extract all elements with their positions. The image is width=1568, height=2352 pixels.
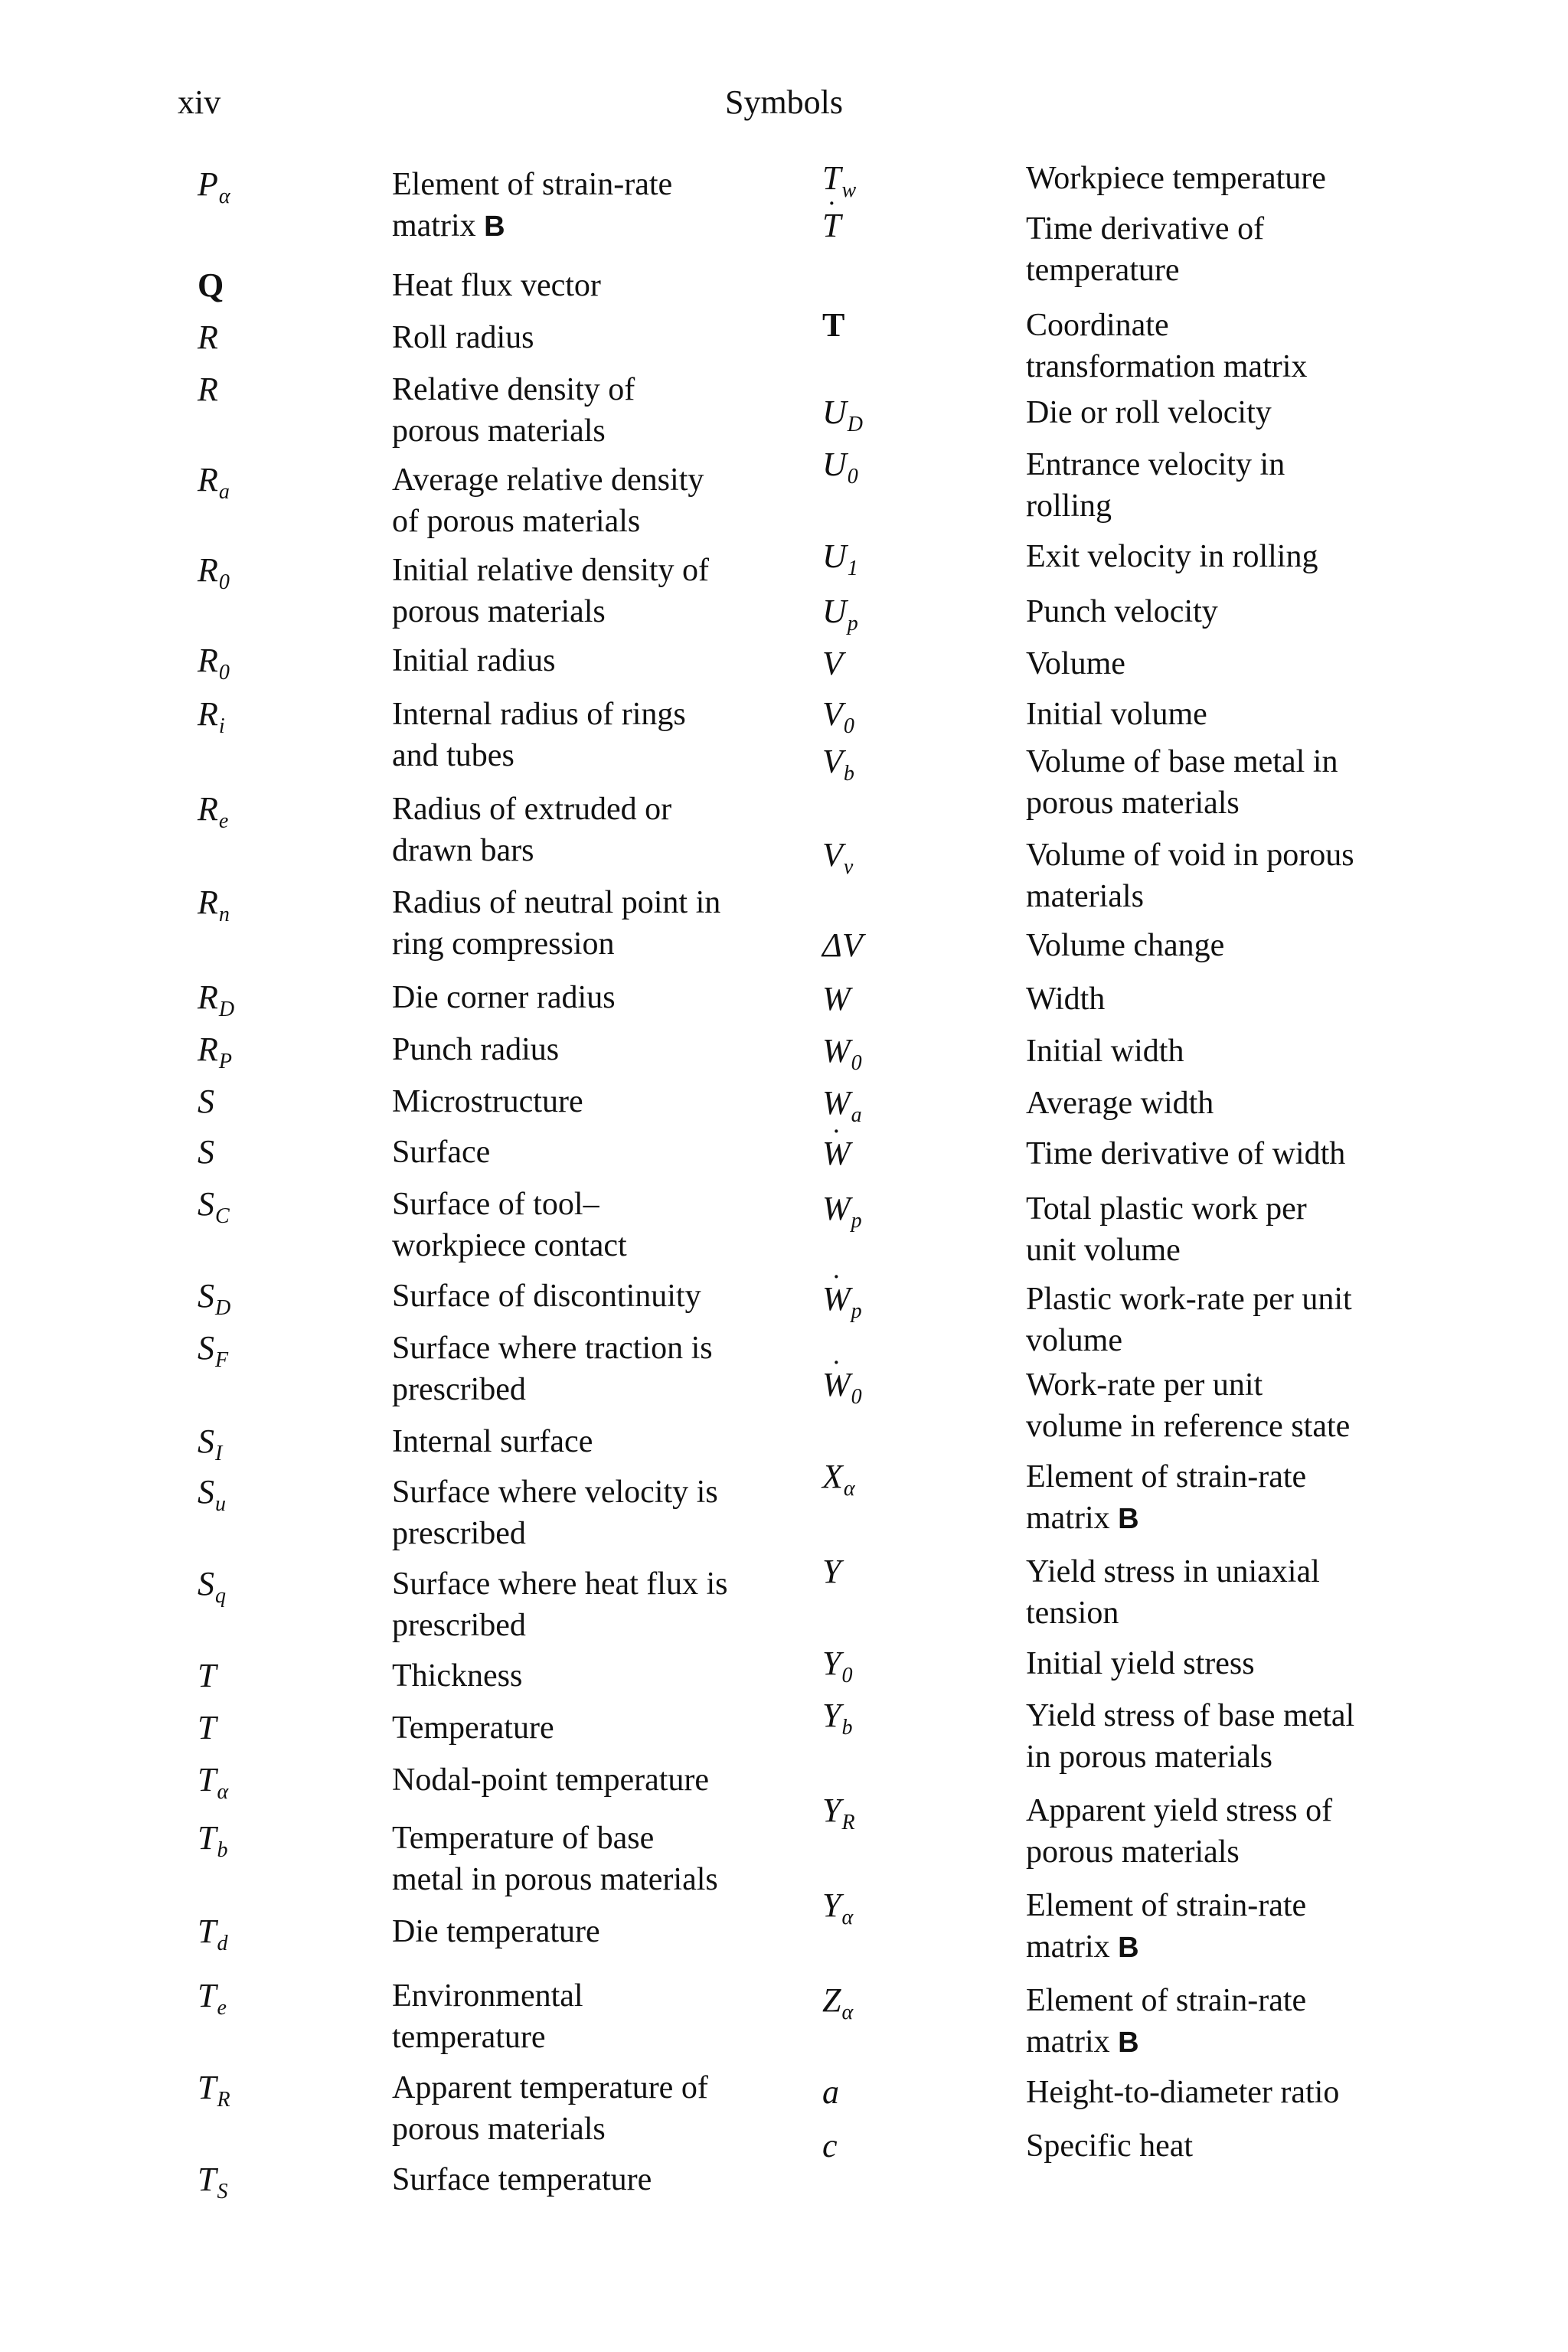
symbol-base: R [198, 884, 218, 921]
symbol [822, 1083, 862, 1136]
description-line: porous materials [1026, 1834, 1240, 1870]
symbol-subscript: D [847, 413, 864, 436]
running-head: Symbols [724, 83, 844, 121]
description-line: matrix B [1026, 1501, 1139, 1536]
description-line: porous materials [392, 413, 606, 449]
symbol-base: T [198, 2069, 217, 2106]
symbol [822, 1031, 862, 1084]
symbol-description [392, 1759, 709, 1801]
description-line: porous materials [392, 2112, 606, 2147]
symbol [822, 1790, 855, 1844]
symbol [822, 1885, 853, 1939]
symbol-description [392, 1563, 727, 1646]
symbol-base: Z [822, 1981, 841, 2019]
description-line: Roll radius [392, 320, 534, 355]
symbol-base: ˙ W [822, 1133, 851, 1174]
description-line: ring compression [392, 926, 615, 962]
symbol [198, 1328, 228, 1381]
symbol [198, 1563, 226, 1617]
symbol-base: Y [822, 1553, 841, 1590]
symbol [198, 1132, 214, 1173]
symbol-base: R [198, 371, 218, 408]
description-line: materials [1026, 879, 1144, 914]
description-line: Internal radius of rings [392, 697, 686, 732]
symbol-subscript: v [843, 855, 854, 879]
description-line: Height-to-diameter ratio [1026, 2075, 1340, 2110]
description-line: Radius of extruded or [392, 792, 672, 827]
symbol-description [392, 882, 720, 965]
description-line: Initial yield stress [1026, 1646, 1255, 1681]
description-line: Initial radius [392, 643, 556, 678]
symbol-base: V [822, 645, 843, 682]
symbol-base: W [822, 1032, 851, 1070]
description-line: Apparent yield stress of [1026, 1793, 1333, 1828]
symbol-base: S [198, 1277, 214, 1315]
symbol [822, 1695, 852, 1749]
description-line: Element of strain-rate [1026, 1983, 1307, 2018]
symbol [822, 536, 858, 590]
symbol-description [392, 1029, 559, 1070]
description-line: prescribed [392, 1516, 526, 1551]
symbol-base: R [198, 642, 218, 679]
symbol-description [392, 1818, 718, 1900]
description-line: matrix B [1026, 1929, 1139, 1965]
symbol-description [392, 789, 671, 871]
symbol-base: ˙ W [822, 1364, 851, 1406]
description-line: Initial relative density of [392, 553, 710, 588]
symbol-base: S [198, 1565, 214, 1602]
symbol-description [1026, 158, 1326, 199]
symbol-description [1026, 643, 1125, 684]
symbol-subscript: S [217, 2180, 228, 2203]
symbol-base: V [822, 743, 843, 780]
symbol-description [1026, 2072, 1339, 2113]
symbol-subscript: a [218, 480, 230, 504]
symbol-base: T [822, 159, 841, 197]
description-line: Average relative density [392, 462, 704, 498]
symbol [198, 2067, 230, 2121]
symbol-base: T [822, 306, 845, 344]
symbol [822, 978, 851, 1020]
description-line: drawn bars [392, 833, 534, 868]
symbol [198, 1276, 230, 1329]
symbol [822, 392, 863, 446]
symbol-base: W [822, 1084, 851, 1122]
symbol-base: V [822, 695, 843, 733]
symbol-base: Y [822, 1792, 841, 1829]
description-line: Initial volume [1026, 697, 1207, 732]
symbol [198, 369, 218, 410]
description-line: Surface of tool– [392, 1187, 599, 1222]
symbol-subscript: α [841, 1906, 854, 1929]
symbol-base: R [198, 978, 218, 1016]
symbol-base: R [198, 1031, 218, 1068]
description-line: Workpiece temperature [1026, 161, 1326, 196]
symbol-description [1026, 2125, 1193, 2167]
symbol-base: S [198, 1185, 214, 1223]
description-line: prescribed [392, 1372, 526, 1407]
symbol-description [1026, 1980, 1306, 2063]
description-line: Radius of neutral point in [392, 885, 721, 920]
description-line: prescribed [392, 1608, 526, 1643]
symbol-base: T [198, 1913, 217, 1950]
symbol-description [1026, 591, 1218, 632]
symbol-base: Y [822, 1697, 841, 1734]
symbol-base: T [198, 1709, 217, 1746]
description-line: Surface of discontinuity [392, 1279, 701, 1314]
description-line: Plastic work-rate per unit [1026, 1282, 1352, 1317]
symbol-base: ΔV [822, 926, 863, 964]
description-line: Relative density of [392, 372, 635, 407]
description-line: workpiece contact [392, 1228, 627, 1263]
symbol-subscript: q [215, 1584, 226, 1608]
symbol-subscript: 0 [841, 1664, 853, 1687]
symbol-base: S [198, 1423, 214, 1460]
symbol-description [1026, 536, 1318, 577]
description-line: Width [1026, 982, 1106, 1017]
symbol [198, 1975, 227, 2029]
description-line: temperature [1026, 253, 1180, 288]
symbol [198, 1472, 226, 1525]
description-line: porous materials [1026, 786, 1240, 821]
symbol [822, 1456, 855, 1510]
description-line: unit volume [1026, 1233, 1181, 1268]
symbol-subscript: e [218, 809, 229, 833]
symbol-base: V [822, 836, 843, 874]
symbol-subscript: F [215, 1348, 229, 1372]
symbol-description [392, 640, 555, 681]
symbol-subscript: I [215, 1442, 223, 1465]
symbol-description [1026, 978, 1105, 1020]
description-line: Microstructure [392, 1084, 583, 1119]
description-line: Punch velocity [1026, 594, 1218, 629]
symbol-subscript: 0 [851, 1051, 862, 1075]
symbol [822, 2125, 838, 2167]
description-line: Punch radius [392, 1032, 560, 1067]
description-line: Temperature [392, 1710, 554, 1746]
description-line: porous materials [392, 594, 606, 629]
symbol-base: S [198, 1473, 214, 1511]
symbol-description [1026, 1364, 1350, 1447]
symbol [198, 1911, 227, 1965]
symbol [822, 591, 858, 645]
symbol [822, 1551, 841, 1592]
description-line: Yield stress of base metal [1026, 1698, 1355, 1733]
description-line: Entrance velocity in [1026, 447, 1285, 482]
description-line: Coordinate [1026, 308, 1169, 343]
symbol-description [1026, 741, 1338, 824]
symbol-description [392, 1911, 600, 1952]
symbol-description [392, 1276, 701, 1317]
description-line: temperature [392, 2020, 546, 2055]
symbol-base: S [198, 1329, 214, 1367]
symbol-description [1026, 1643, 1255, 1684]
symbol-subscript: D [218, 998, 235, 1021]
symbol-base: U [822, 446, 847, 483]
symbol-subscript: 1 [847, 557, 858, 580]
symbol-subscript: R [841, 1811, 855, 1834]
symbol-subscript: C [215, 1204, 230, 1228]
symbol-base: R [198, 551, 218, 589]
description-line: Volume [1026, 646, 1125, 681]
symbol-description [392, 550, 709, 632]
symbol [822, 205, 841, 247]
symbol-subscript: α [217, 1780, 229, 1804]
description-line: of porous materials [392, 504, 641, 539]
symbol-description [1026, 444, 1285, 527]
symbol-description [1026, 1083, 1214, 1124]
description-line: transformation matrix [1026, 349, 1308, 384]
symbol-subscript: 0 [851, 1385, 862, 1409]
symbol-subscript: 0 [218, 570, 230, 594]
description-line: Element of strain-rate [1026, 1459, 1307, 1494]
description-line: Volume change [1026, 928, 1225, 963]
symbol-subscript: p [851, 1209, 862, 1233]
symbol [198, 977, 234, 1031]
symbol-subscript: α [218, 185, 230, 208]
symbol-subscript: 0 [218, 661, 230, 684]
description-line: volume [1026, 1323, 1122, 1358]
symbol [198, 2159, 227, 2213]
symbol-base: ˙ W [822, 1279, 851, 1320]
symbol-description [392, 2159, 652, 2200]
symbol [198, 694, 225, 747]
symbol [198, 164, 230, 217]
symbol-subscript: α [841, 2001, 854, 2024]
symbol-description [392, 1081, 583, 1122]
symbol [822, 643, 843, 684]
symbol-base: R [198, 461, 218, 498]
symbol-description [1026, 1031, 1184, 1072]
symbol-base: P [198, 165, 218, 203]
symbol [822, 1133, 851, 1174]
symbol [822, 1643, 852, 1697]
symbol [198, 1655, 216, 1697]
description-line: Work-rate per unit [1026, 1367, 1263, 1403]
symbol-description [1026, 835, 1354, 917]
symbol-description [1026, 1790, 1332, 1873]
symbol [198, 550, 230, 603]
symbol [198, 1184, 230, 1237]
description-line: Die or roll velocity [1026, 395, 1272, 430]
description-line: Volume of base metal in [1026, 744, 1338, 779]
symbol [198, 882, 230, 936]
symbol-base: Q [198, 266, 224, 304]
symbol-base: a [822, 2073, 839, 2111]
symbol-subscript: u [215, 1492, 226, 1516]
symbol-description [392, 1184, 627, 1266]
description-line: rolling [1026, 488, 1112, 524]
symbol [822, 741, 854, 795]
description-line: matrix B [1026, 2024, 1139, 2060]
description-line: Surface where velocity is [392, 1475, 718, 1510]
symbol-subscript: 0 [847, 465, 858, 488]
symbol [822, 305, 844, 346]
symbol-base: S [198, 1083, 214, 1120]
symbol-description [392, 1655, 522, 1697]
symbol-description [1026, 1456, 1306, 1540]
symbol [822, 444, 858, 498]
symbol-base: T [198, 1819, 217, 1857]
symbol-base: T [198, 1977, 217, 2014]
symbol [822, 835, 853, 888]
symbol-base: U [822, 537, 847, 575]
symbol-description [392, 317, 534, 358]
description-line: Element of strain-rate [1026, 1888, 1307, 1923]
symbol-description [392, 2067, 708, 2150]
symbol [822, 1980, 853, 2034]
symbol-description [1026, 1279, 1352, 1361]
description-line: metal in porous materials [392, 1862, 718, 1897]
symbol-description [1026, 392, 1272, 433]
description-line: Die corner radius [392, 980, 616, 1015]
description-line: Die temperature [392, 1914, 600, 1949]
symbol-subscript: P [218, 1050, 232, 1073]
symbol-subscript: D [215, 1296, 231, 1320]
description-line: Time derivative of width [1026, 1136, 1346, 1171]
description-line: volume in reference state [1026, 1409, 1351, 1444]
symbol-description [1026, 208, 1264, 291]
symbol-base: X [822, 1458, 843, 1495]
symbol-base: S [198, 1133, 214, 1171]
symbol [198, 1707, 216, 1749]
symbol-base: W [822, 1190, 851, 1227]
symbol-description [392, 1707, 554, 1749]
description-line: Volume of void in porous [1026, 838, 1354, 873]
symbol-base: R [198, 790, 218, 828]
symbol-subscript: w [841, 178, 857, 202]
symbol-base: Y [822, 1645, 841, 1682]
symbol-description [392, 164, 672, 247]
description-line: Total plastic work per [1026, 1191, 1307, 1227]
symbol-base: R [198, 318, 218, 356]
description-line: Exit velocity in rolling [1026, 539, 1318, 574]
symbol [822, 1279, 862, 1332]
symbol [198, 1759, 228, 1813]
symbol-subscript: n [218, 903, 230, 926]
description-line: Nodal-point temperature [392, 1762, 710, 1798]
symbol-base: c [822, 2127, 838, 2164]
symbol-description [1026, 1885, 1306, 1968]
symbol-subscript: R [217, 2088, 230, 2112]
description-line: Apparent temperature of [392, 2070, 708, 2105]
symbol-subscript: b [841, 1716, 853, 1740]
symbol [198, 459, 230, 513]
symbol-description [1026, 1695, 1354, 1778]
description-line: and tubes [392, 738, 514, 773]
symbol-description [392, 694, 686, 776]
description-line: Average width [1026, 1086, 1214, 1121]
symbol-subscript: 0 [843, 714, 854, 738]
symbol-description [392, 459, 704, 542]
description-line: Time derivative of [1026, 211, 1265, 247]
page-number: xiv [178, 83, 221, 121]
description-line: Temperature of base [392, 1821, 655, 1856]
symbol-subscript: d [217, 1932, 228, 1955]
symbol-description [392, 977, 616, 1018]
symbol [822, 1364, 862, 1418]
description-line: matrix B [392, 208, 505, 243]
symbol-subscript: p [851, 1299, 862, 1323]
description-line: Specific heat [1026, 2128, 1194, 2164]
symbol-subscript: b [843, 762, 854, 786]
description-line: tension [1026, 1596, 1119, 1631]
symbol [198, 317, 218, 358]
symbol [198, 1029, 232, 1083]
symbol-base: T [198, 2161, 217, 2198]
symbol [198, 1421, 222, 1475]
description-line: Surface [392, 1135, 491, 1170]
symbol-description [392, 369, 635, 452]
symbol-description [1026, 1188, 1307, 1271]
symbol-description [392, 1132, 490, 1173]
symbol-description [392, 1975, 583, 2058]
description-line: Initial width [1026, 1034, 1184, 1069]
description-line: Surface temperature [392, 2162, 652, 2197]
symbol-base: ˙ T [822, 205, 841, 247]
symbol-description [1026, 694, 1207, 735]
symbol-subscript: a [851, 1103, 862, 1127]
symbol-description [392, 1472, 718, 1554]
description-line: Environmental [392, 1978, 583, 2014]
symbol-base: W [822, 980, 851, 1018]
description-line: Surface where heat flux is [392, 1566, 728, 1602]
description-line: in porous materials [1026, 1740, 1272, 1775]
symbol-description [392, 1421, 593, 1462]
symbol [198, 640, 230, 694]
symbol-description [1026, 925, 1224, 966]
symbol-base: U [822, 394, 847, 431]
symbol-base: T [198, 1657, 217, 1694]
symbol-base: Y [822, 1886, 841, 1924]
symbol [198, 789, 228, 842]
description-line: Heat flux vector [392, 268, 601, 303]
description-line: Thickness [392, 1658, 523, 1694]
symbol-subscript: p [847, 612, 858, 635]
symbol [198, 1081, 214, 1122]
symbol-description [1026, 305, 1307, 387]
symbol-description [392, 1328, 713, 1410]
symbol [198, 1818, 227, 1871]
symbol-subscript: i [218, 714, 225, 738]
description-line: Yield stress in uniaxial [1026, 1554, 1320, 1589]
symbol [822, 694, 854, 747]
symbol [822, 1188, 862, 1242]
description-line: Element of strain-rate [392, 167, 673, 202]
symbol [822, 925, 863, 966]
symbol-description [1026, 1551, 1320, 1634]
symbol-subscript: e [217, 1996, 227, 2020]
symbol-subscript: α [843, 1477, 855, 1501]
symbol-subscript: b [217, 1838, 228, 1862]
symbol-description [392, 265, 601, 306]
symbol-base: R [198, 695, 218, 733]
symbol-base: T [198, 1761, 217, 1798]
symbol [822, 2072, 839, 2113]
symbol-description [1026, 1133, 1345, 1174]
description-line: Surface where traction is [392, 1331, 713, 1366]
symbol-base: U [822, 593, 847, 630]
symbol [198, 265, 224, 306]
description-line: Internal surface [392, 1424, 593, 1459]
